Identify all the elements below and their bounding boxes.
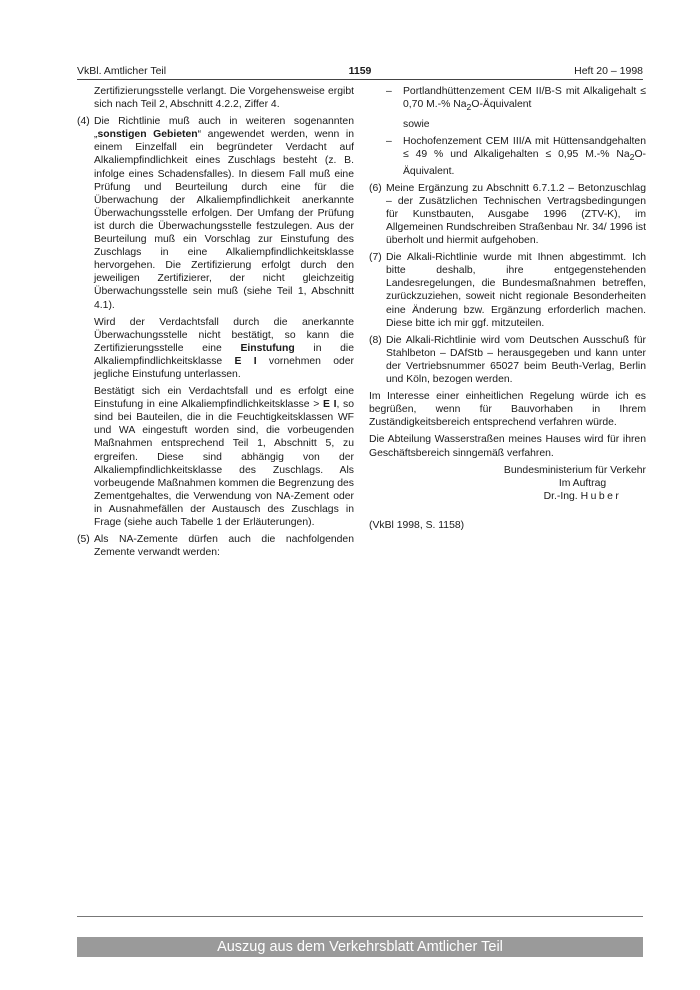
continuation-paragraph: Zertifizierungsstelle verlangt. Die Vorgehensweise ergibt sich nach Teil 2, Abschnitt 4.2.2, Ziffer 4. <box>94 86 354 111</box>
item-text: Die Alkali-Richtlinie wurde mit Ihnen abgestimmt. Ich bitte deshalb, ihre entgegenstehenden Landesregelungen, die Bundesmaßnahmen betreffen, zurückzuziehen, soweit nicht regionale Besonderheiten eine Änderung bzw. Ergänzung erforderlich machen. Diese bitte ich mir ggf. mitzuteilen. <box>386 252 646 329</box>
item-text: Die Richtlinie muß auch in weiteren sogenannten „ <box>94 116 354 141</box>
paragraph-interesse: Im Interesse einer einheitlichen Regelung würde ich es begrüßen, wenn für Bauvorhaben in Ihrem Zuständigkeitsbereich entsprechend verfahren würde. <box>369 391 646 429</box>
right-column <box>369 85 646 503</box>
page-header <box>77 64 643 78</box>
dash-bullet: – <box>386 86 392 97</box>
dash-item-portlandhuettenzement <box>369 85 646 114</box>
header-rule <box>77 79 643 80</box>
numbered-item-6 <box>369 182 646 247</box>
signature-name: Huber <box>580 490 622 502</box>
dash-bullet: – <box>386 136 392 148</box>
text-run: Portlandhüttenzement CEM II/B-S mit Alkaligehalt ≤ 0,70 M.-% Na <box>403 86 646 111</box>
signature-block <box>369 464 646 503</box>
dash-item-hochofenzement <box>369 135 646 177</box>
bold-term: E I <box>234 355 257 367</box>
source-reference: (VkBl 1998, S. 1158) <box>369 520 465 531</box>
numbered-item-7 <box>369 251 646 330</box>
item-text: Meine Ergänzung zu Abschnitt 6.7.1.2 – Betonzuschlag – der Zusätzlichen Technischen Vertragsbedingungen für Kunstbauten, Ausgabe 1996 (ZTV-K), im Allgemeinen Rundschreiben Straßenbau Nr. 34/ 1996 ist überholt und hiermit aufgehoben. <box>386 182 646 247</box>
item-number: (5) <box>77 534 90 546</box>
item-text: Als NA-Zemente dürfen auch die nachfolgenden Zemente verwandt werden: <box>94 534 354 559</box>
signature-org: Bundesministerium für Verkehr <box>503 464 646 476</box>
header-issue: Heft 20 – 1998 <box>574 65 643 77</box>
paragraph-bestaetigt <box>77 385 354 529</box>
signature-auftrag: Im Auftrag <box>558 477 607 489</box>
item-number: (7) <box>369 252 382 264</box>
bold-term: Einstufung <box>240 342 295 354</box>
paragraph-wird <box>77 316 354 381</box>
text-run: Hochofenzement CEM III/A mit Hüttensandgehalten ≤ 49 % und Alkaligehalten ≤ 0,95 M.-% Na <box>403 136 646 161</box>
text-run: in die Alkaliempfindlichkeitsklasse <box>94 342 354 367</box>
signature-title: Dr.-Ing. <box>543 490 578 502</box>
paragraph-abteilung: Die Abteilung Wasserstraßen meines Hauses wird für ihren Geschäftsbereich sinngemäß verfahren. <box>369 434 646 459</box>
subscript: 2 <box>629 152 635 163</box>
text-run: O-Äquivalent <box>471 99 532 111</box>
conjunction-sowie: sowie <box>403 119 430 131</box>
page-number: 1159 <box>348 65 372 77</box>
item-number: (4) <box>77 116 90 128</box>
item-text: “ angewendet werden, wenn in einem Einzelfall ein begründeter Verdacht auf Alkaliempfindlichkeit eines Zuschlags besteht (z. B. infolge eines Schadensfalles). In diesem Fall muß eine Prüfung und Beurteilung durch eine für die Überwachung der Alkaliempfindlichkeit anerkannte Überwachungsstelle erfolgen. Der Umfang der Prüfung ist durch die Überwachungsstelle festzulegen. Aus der Beurteilung muß ein Vorschlag zur Einstufung des Zuschlags in eine Alkaliempfindlichkeitsklasse hervorgehen. Die Zertifizierung erfolgt durch den jeweiligen Zertifizierer, der nicht gleichzeitig Überwachungsstelle sein muß (siehe Teil 1, Abschnitt 4.1). <box>94 129 354 311</box>
numbered-item-5 <box>77 533 354 559</box>
text-run: , so sind bei Bauteilen, die in die Feuchtigkeitsklassen WF und WA eingestuft worden sind, die vorbeugenden Maßnahmen entsprechend Teil 1, Abschnitt 5, zu ergreifen. Diese sind abhängig von der Alkaliempfindlichkeitsklasse des Zuschlags. Als vorbeugende Maßnahmen kommen die Begrenzung des Zementgehaltes, die Verwendung von NA-Zement oder in Ausnahmefällen der Austausch des Zuschlags in Frage (siehe auch Tabelle 1 der Erläuterungen). <box>94 399 354 528</box>
left-column <box>77 85 354 563</box>
item-text: Die Alkali-Richtlinie wird vom Deutschen Ausschuß für Stahlbeton – DAfStb – herausgegeben und kann unter der Vertriebsnummer 65027 beim Beuth-Verlag, Berlin und Köln, bezogen werden. <box>386 334 646 386</box>
footer-rule <box>77 916 643 917</box>
header-journal: VkBl. Amtlicher Teil <box>77 65 167 77</box>
numbered-item-4 <box>77 115 354 311</box>
signature-name-line <box>369 490 646 503</box>
numbered-item-8 <box>369 334 646 386</box>
bold-term: E I <box>322 399 337 411</box>
item-number: (8) <box>369 334 382 346</box>
subscript: 2 <box>466 102 472 113</box>
footer-banner: Auszug aus dem Verkehrsblatt Amtlicher Teil <box>77 937 643 957</box>
bold-term: sonstigen Gebieten <box>97 129 198 141</box>
text-run: vornehmen oder jegliche Einstufung unterlassen. <box>94 355 354 380</box>
text-run: Wird der Verdachtsfall durch die anerkannte Überwachungsstelle nicht bestätigt, so kann die Zertifizierungsstelle eine <box>94 316 354 354</box>
item-number: (6) <box>369 182 382 194</box>
text-run: Bestätigt sich ein Verdachtsfall und es erfolgt eine Einstufung in eine Alkaliempfindlichkeitsklasse > <box>94 386 354 411</box>
text-run: O-Äquivalent. <box>403 149 646 177</box>
